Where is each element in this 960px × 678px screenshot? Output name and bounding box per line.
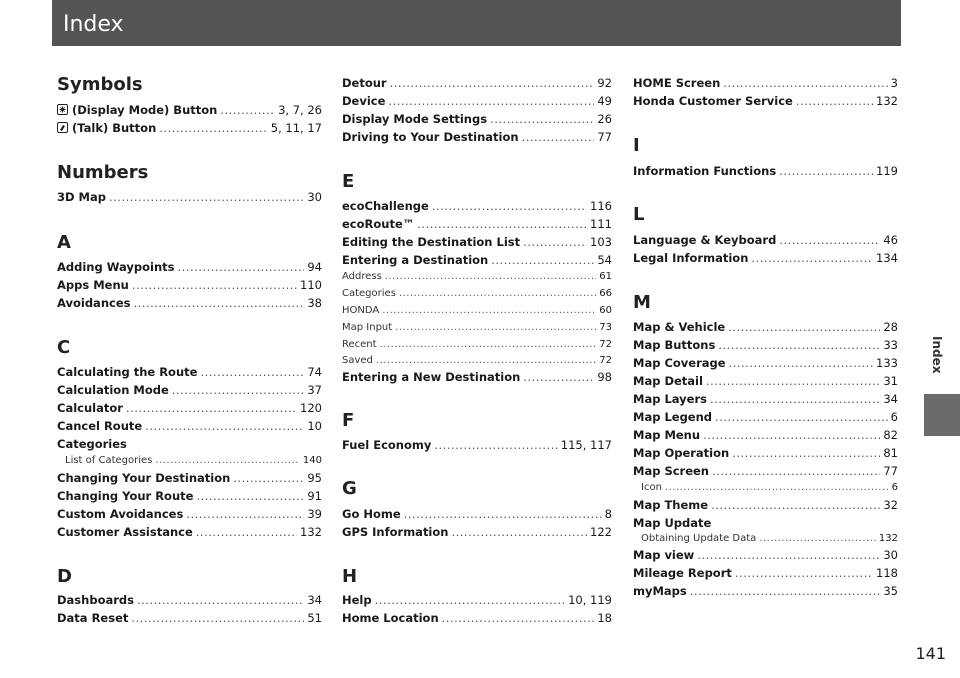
index-entry[interactable] (57, 471, 322, 485)
entry-title: Home Location (342, 611, 439, 625)
entry-pages: 30 (883, 548, 898, 562)
entry-title: Entering a New Destination (342, 370, 521, 384)
entry-pages: 39 (307, 507, 322, 521)
index-subentry[interactable] (342, 305, 612, 316)
entry-pages: 34 (883, 392, 898, 406)
entry-title: Map Buttons (633, 338, 716, 352)
talk-icon (57, 122, 68, 133)
entry-pages: 33 (883, 338, 898, 352)
entry-title: Map Update (633, 516, 712, 530)
entry-title: Map Menu (633, 428, 701, 442)
entry-title: Detour (342, 76, 387, 90)
entry-title: ecoRoute™ (342, 217, 415, 231)
index-entry[interactable] (633, 76, 898, 90)
index-entry[interactable] (633, 164, 898, 178)
entry-pages: 118 (876, 566, 898, 580)
entry-title: Honda Customer Service (633, 94, 793, 108)
entry-pages: 77 (597, 130, 612, 144)
index-entry[interactable] (342, 525, 612, 539)
entry-pages: 98 (597, 370, 612, 384)
entry-pages: 77 (883, 464, 898, 478)
entry-title: Map Screen (633, 464, 709, 478)
side-tab-marker (924, 394, 960, 436)
index-subentry[interactable] (633, 533, 898, 544)
entry-pages: 35 (883, 584, 898, 598)
index-subentry[interactable] (342, 271, 612, 282)
index-entry[interactable] (57, 593, 322, 607)
entry-pages: 60 (599, 305, 612, 316)
entry-pages: 66 (599, 288, 612, 299)
entry-title: Changing Your Destination (57, 471, 231, 485)
entry-pages: 3 (890, 76, 898, 90)
entry-pages: 3, 7, 26 (278, 103, 322, 117)
entry-title: Display Mode Settings (342, 112, 488, 126)
entry-title: Editing the Destination List (342, 235, 521, 249)
index-subentry[interactable] (57, 455, 322, 466)
entry-pages: 5, 11, 17 (270, 121, 322, 135)
index-entry[interactable] (342, 217, 612, 231)
entry-pages: 46 (883, 233, 898, 247)
index-entry[interactable] (633, 584, 898, 598)
section-head-f: F (342, 410, 355, 431)
index-entry[interactable] (342, 235, 612, 249)
index-entry[interactable] (342, 438, 612, 452)
entry-title: Custom Avoidances (57, 507, 184, 521)
index-entry[interactable] (57, 365, 322, 379)
entry-title: Categories (57, 437, 127, 451)
index-entry[interactable] (633, 566, 898, 580)
entry-title: Help (342, 593, 372, 607)
entry-title: Map Coverage (633, 356, 726, 370)
entry-pages: 49 (597, 94, 612, 108)
entry-pages: 115, 117 (560, 438, 612, 452)
index-entry[interactable] (342, 593, 612, 607)
entry-title: Legal Information (633, 251, 749, 265)
index-entry[interactable] (342, 370, 612, 384)
page-header (52, 0, 901, 46)
entry-title: HOME Screen (633, 76, 721, 90)
entry-pages: 28 (883, 320, 898, 334)
entry-pages: 82 (883, 428, 898, 442)
entry-title: List of Categories (65, 455, 153, 466)
entry-title: GPS Information (342, 525, 449, 539)
index-entry[interactable] (57, 383, 322, 397)
entry-pages: 132 (876, 94, 898, 108)
index-entry[interactable] (57, 507, 322, 521)
entry-title: Calculating the Route (57, 365, 198, 379)
entry-pages: 30 (307, 190, 322, 204)
index-entry[interactable] (57, 401, 322, 415)
entry-pages: 51 (307, 611, 322, 625)
entry-title: 3D Map (57, 190, 106, 204)
index-entry[interactable] (57, 103, 322, 117)
index-entry[interactable] (57, 489, 322, 503)
index-subentry[interactable] (342, 339, 612, 350)
entry-title: Calculator (57, 401, 123, 415)
entry-title: Saved (342, 355, 373, 366)
index-entry[interactable] (633, 548, 898, 562)
entry-pages: 92 (597, 76, 612, 90)
index-entry[interactable] (633, 374, 898, 388)
display-mode-icon (57, 104, 68, 115)
entry-pages: 10, 119 (568, 593, 612, 607)
entry-pages: 81 (883, 446, 898, 460)
entry-pages: 120 (300, 401, 322, 415)
entry-title: Mileage Report (633, 566, 732, 580)
entry-pages: 26 (597, 112, 612, 126)
index-entry[interactable] (633, 392, 898, 406)
section-head-c: C (57, 337, 71, 358)
entry-pages: 38 (307, 296, 322, 310)
entry-title: Address (342, 271, 382, 282)
index-entry[interactable] (633, 516, 898, 530)
entry-pages: 61 (599, 271, 612, 282)
entry-title: Map view (633, 548, 695, 562)
entry-title: Map Operation (633, 446, 730, 460)
entry-pages: 132 (300, 525, 322, 539)
index-entry[interactable] (633, 446, 898, 460)
index-entry[interactable] (342, 253, 612, 267)
entry-pages: 103 (590, 235, 612, 249)
index-entry[interactable] (633, 428, 898, 442)
entry-title: Apps Menu (57, 278, 129, 292)
entry-pages: 18 (597, 611, 612, 625)
page-number: 141 (915, 644, 946, 663)
index-entry[interactable] (342, 199, 612, 213)
entry-title: Driving to Your Destination (342, 130, 519, 144)
index-subentry[interactable] (342, 322, 612, 333)
entry-title: ecoChallenge (342, 199, 429, 213)
entry-title: Map Theme (633, 498, 709, 512)
entry-pages: 94 (307, 260, 322, 274)
index-entry[interactable] (342, 94, 612, 108)
entry-title: Avoidances (57, 296, 131, 310)
index-entry[interactable] (57, 611, 322, 625)
index-entry[interactable] (342, 611, 612, 625)
index-entry[interactable] (57, 278, 322, 292)
index-subentry[interactable] (633, 482, 898, 493)
entry-pages: 116 (590, 199, 612, 213)
entry-title: Obtaining Update Data (641, 533, 757, 544)
entry-title: Device (342, 94, 386, 108)
index-entry[interactable] (633, 498, 898, 512)
index-entry[interactable] (57, 525, 322, 539)
page-title: Index (63, 12, 124, 37)
entry-title: Adding Waypoints (57, 260, 175, 274)
entry-pages: 140 (302, 455, 322, 466)
section-head-m: M (633, 292, 651, 313)
section-head-h: H (342, 566, 358, 587)
section-head-g: G (342, 478, 357, 499)
index-entry[interactable] (633, 464, 898, 478)
index-entry[interactable] (633, 320, 898, 334)
index-entry[interactable] (342, 507, 612, 521)
entry-pages: 72 (599, 339, 612, 350)
entry-title: Changing Your Route (57, 489, 194, 503)
entry-title: Map Detail (633, 374, 703, 388)
entry-title: Go Home (342, 507, 401, 521)
entry-title: (Talk) Button (72, 121, 157, 135)
side-tab-label: Index (930, 336, 944, 374)
entry-pages: 8 (604, 507, 612, 521)
entry-pages: 34 (307, 593, 322, 607)
section-head-d: D (57, 566, 72, 587)
entry-pages: 95 (307, 471, 322, 485)
entry-title: Icon (641, 482, 662, 493)
entry-pages: 74 (307, 365, 322, 379)
entry-pages: 122 (590, 525, 612, 539)
entry-pages: 111 (590, 217, 612, 231)
entry-title: Cancel Route (57, 419, 143, 433)
index-entry[interactable] (57, 121, 322, 135)
entry-pages: 72 (599, 355, 612, 366)
section-head-symbols: Symbols (57, 74, 143, 95)
entry-pages: 10 (307, 419, 322, 433)
entry-title: Entering a Destination (342, 253, 489, 267)
entry-title: Map & Vehicle (633, 320, 726, 334)
entry-pages: 6 (890, 410, 898, 424)
entry-pages: 73 (599, 322, 612, 333)
entry-title: Language & Keyboard (633, 233, 777, 247)
entry-title: Recent (342, 339, 377, 350)
index-subentry[interactable] (342, 355, 612, 366)
entry-pages: 133 (876, 356, 898, 370)
entry-pages: 32 (883, 498, 898, 512)
entry-pages: 132 (878, 533, 898, 544)
section-head-l: L (633, 204, 645, 225)
entry-title: Map Legend (633, 410, 713, 424)
entry-pages: 110 (300, 278, 322, 292)
entry-pages: 134 (876, 251, 898, 265)
index-entry[interactable] (633, 338, 898, 352)
entry-title: Information Functions (633, 164, 777, 178)
entry-title: Calculation Mode (57, 383, 169, 397)
index-entry[interactable] (57, 296, 322, 310)
entry-title: Map Layers (633, 392, 707, 406)
index-subentry[interactable] (342, 288, 612, 299)
entry-title: Customer Assistance (57, 525, 193, 539)
entry-title: Fuel Economy (342, 438, 432, 452)
section-head-numbers: Numbers (57, 162, 149, 183)
entry-title: HONDA (342, 305, 380, 316)
entry-pages: 91 (307, 489, 322, 503)
index-entry[interactable] (57, 260, 322, 274)
index-entry[interactable] (633, 410, 898, 424)
section-head-e: E (342, 171, 355, 192)
entry-pages: 37 (307, 383, 322, 397)
index-entry[interactable] (342, 76, 612, 90)
entry-title: myMaps (633, 584, 687, 598)
entry-pages: 54 (597, 253, 612, 267)
entry-title: Dashboards (57, 593, 134, 607)
index-entry[interactable] (633, 233, 898, 247)
entry-pages: 6 (891, 482, 898, 493)
index-entry[interactable] (342, 112, 612, 126)
section-head-a: A (57, 232, 71, 253)
index-entry[interactable] (57, 437, 322, 451)
entry-pages: 119 (876, 164, 898, 178)
index-entry[interactable] (342, 130, 612, 144)
index-entry[interactable] (633, 94, 898, 108)
index-entry[interactable] (57, 419, 322, 433)
entry-title: Data Reset (57, 611, 129, 625)
entry-title: (Display Mode) Button (72, 103, 218, 117)
entry-title: Categories (342, 288, 396, 299)
entry-pages: 31 (883, 374, 898, 388)
index-entry[interactable] (57, 190, 322, 204)
index-entry[interactable] (633, 356, 898, 370)
section-head-i: I (633, 135, 640, 156)
index-entry[interactable] (633, 251, 898, 265)
entry-title: Map Input (342, 322, 393, 333)
